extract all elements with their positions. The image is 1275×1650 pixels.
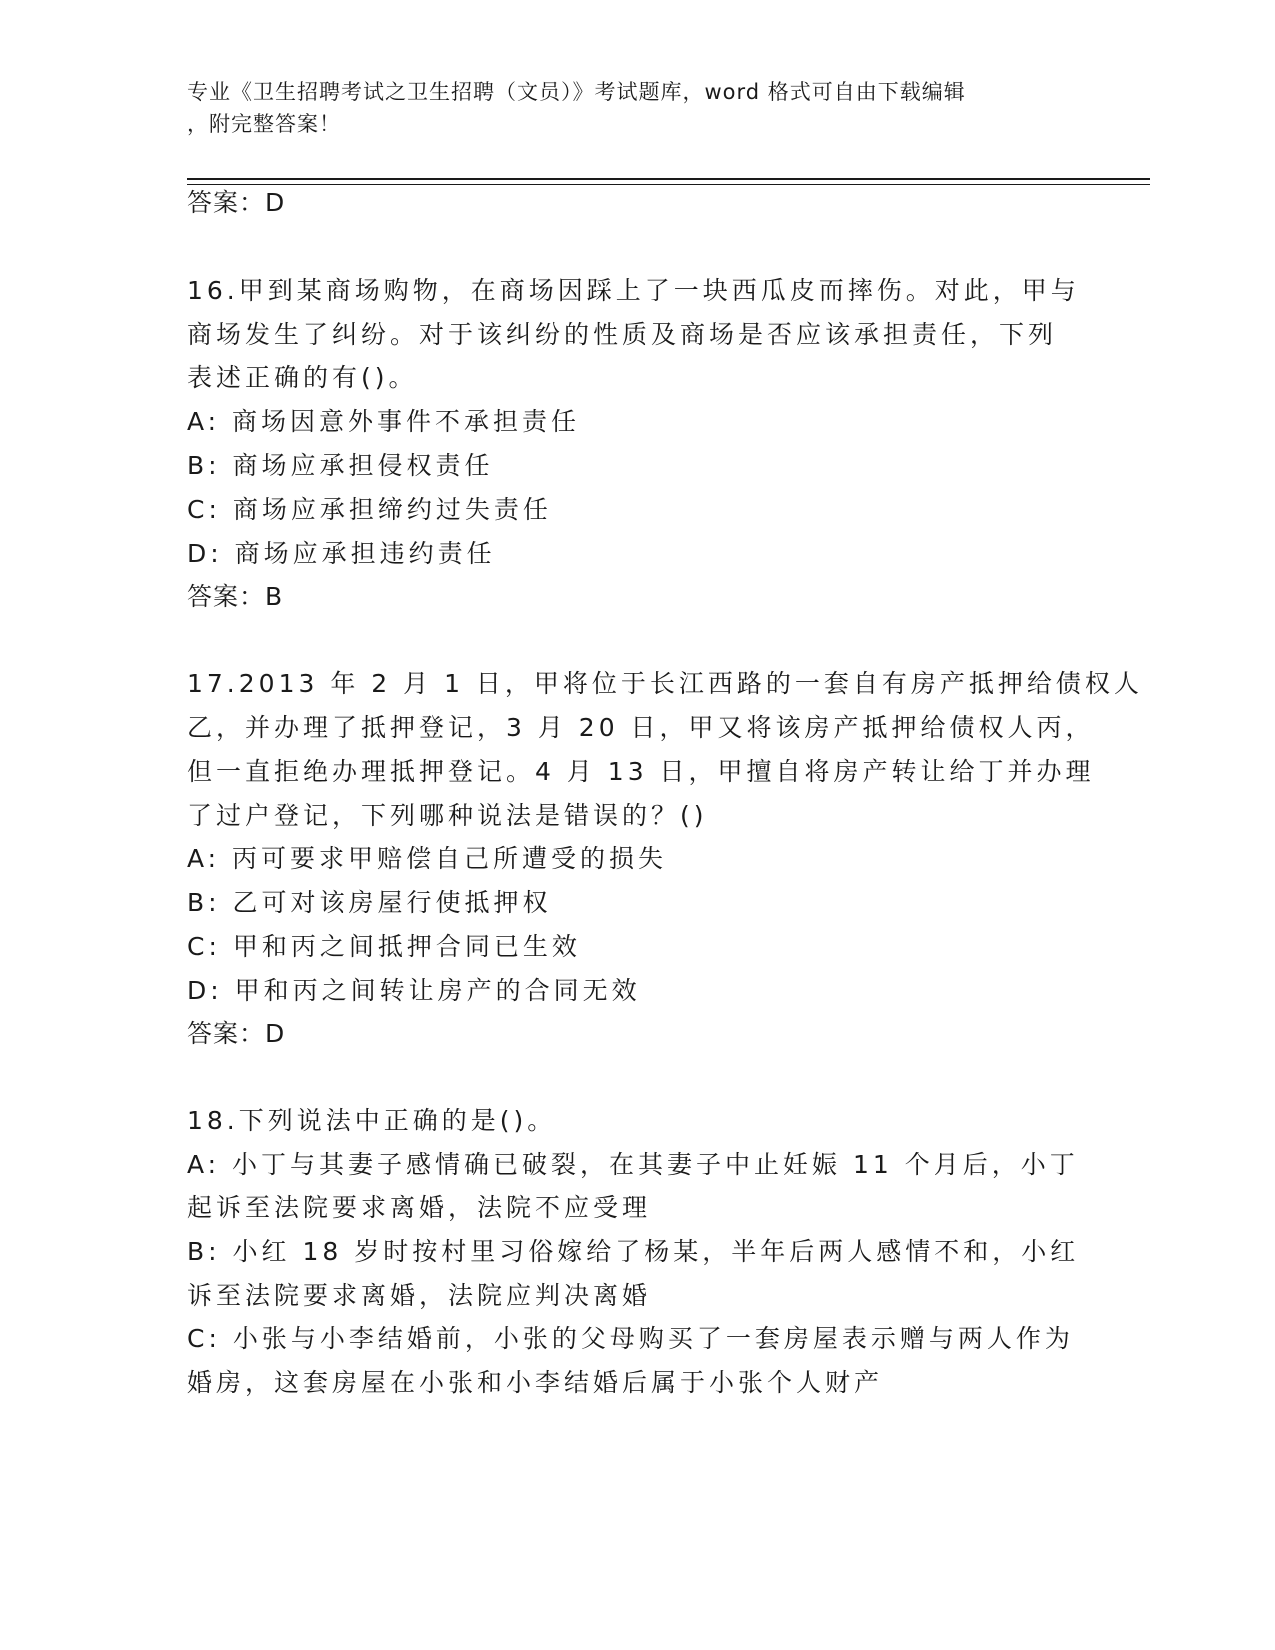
header-divider-thin <box>187 184 1150 185</box>
q17-stem-line-1: 17.2013 年 2 月 1 日，甲将位于长江西路的一套自有房产抵押给债权人 <box>187 669 1143 698</box>
q17-option-c: C: 甲和丙之间抵押合同已生效 <box>187 932 581 961</box>
q16-answer: 答案：B <box>187 582 284 611</box>
q17-stem-line-2: 乙，并办理了抵押登记，3 月 20 日，甲又将该房产抵押给债权人丙， <box>187 713 1095 742</box>
q17-option-d: D: 甲和丙之间转让房产的合同无效 <box>187 976 641 1005</box>
header-line-2: ，附完整答案！ <box>187 112 341 136</box>
q18-stem-line-1: 18.下列说法中正确的是()。 <box>187 1106 557 1135</box>
q17-option-b: B: 乙可对该房屋行使抵押权 <box>187 888 552 917</box>
q17-option-a: A: 丙可要求甲赔偿自己所遭受的损失 <box>187 844 668 873</box>
q16-stem-line-3: 表述正确的有()。 <box>187 363 418 392</box>
q18-option-b-line-1: B: 小红 18 岁时按村里习俗嫁给了杨某，半年后两人感情不和，小红 <box>187 1237 1080 1266</box>
q16-option-a: A: 商场因意外事件不承担责任 <box>187 407 581 436</box>
q16-option-d: D: 商场应承担违约责任 <box>187 539 496 568</box>
q16-option-c: C: 商场应承担缔约过失责任 <box>187 495 552 524</box>
q17-answer: 答案：D <box>187 1019 286 1048</box>
q18-option-b-line-2: 诉至法院要求离婚，法院应判决离婚 <box>187 1281 652 1310</box>
q16-stem-line-2: 商场发生了纠纷。对于该纠纷的性质及商场是否应该承担责任，下列 <box>187 320 1058 349</box>
q18-option-a-line-2: 起诉至法院要求离婚，法院不应受理 <box>187 1193 652 1222</box>
q18-option-c-line-1: C: 小张与小李结婚前，小张的父母购买了一套房屋表示赠与两人作为 <box>187 1324 1074 1353</box>
page-header <box>187 76 1067 140</box>
q18-option-c-line-2: 婚房，这套房屋在小张和小李结婚后属于小张个人财产 <box>187 1368 884 1397</box>
q16-stem-line-1: 16.甲到某商场购物，在商场因踩上了一块西瓜皮而摔伤。对此，甲与 <box>187 276 1080 305</box>
header-divider-thick <box>187 178 1150 180</box>
q18-option-a-line-1: A: 小丁与其妻子感情确已破裂，在其妻子中止妊娠 11 个月后，小丁 <box>187 1150 1079 1179</box>
q16-option-b: B: 商场应承担侵权责任 <box>187 451 494 480</box>
q17-stem-line-3: 但一直拒绝办理抵押登记。4 月 13 日，甲擅自将房产转让给丁并办理 <box>187 757 1095 786</box>
answer-prev: 答案：D <box>187 188 286 217</box>
q17-stem-line-4: 了过户登记，下列哪种说法是错误的？() <box>187 801 708 830</box>
header-line-1: 专业《卫生招聘考试之卫生招聘（文员）》考试题库，word 格式可自由下载编辑 <box>187 80 966 104</box>
